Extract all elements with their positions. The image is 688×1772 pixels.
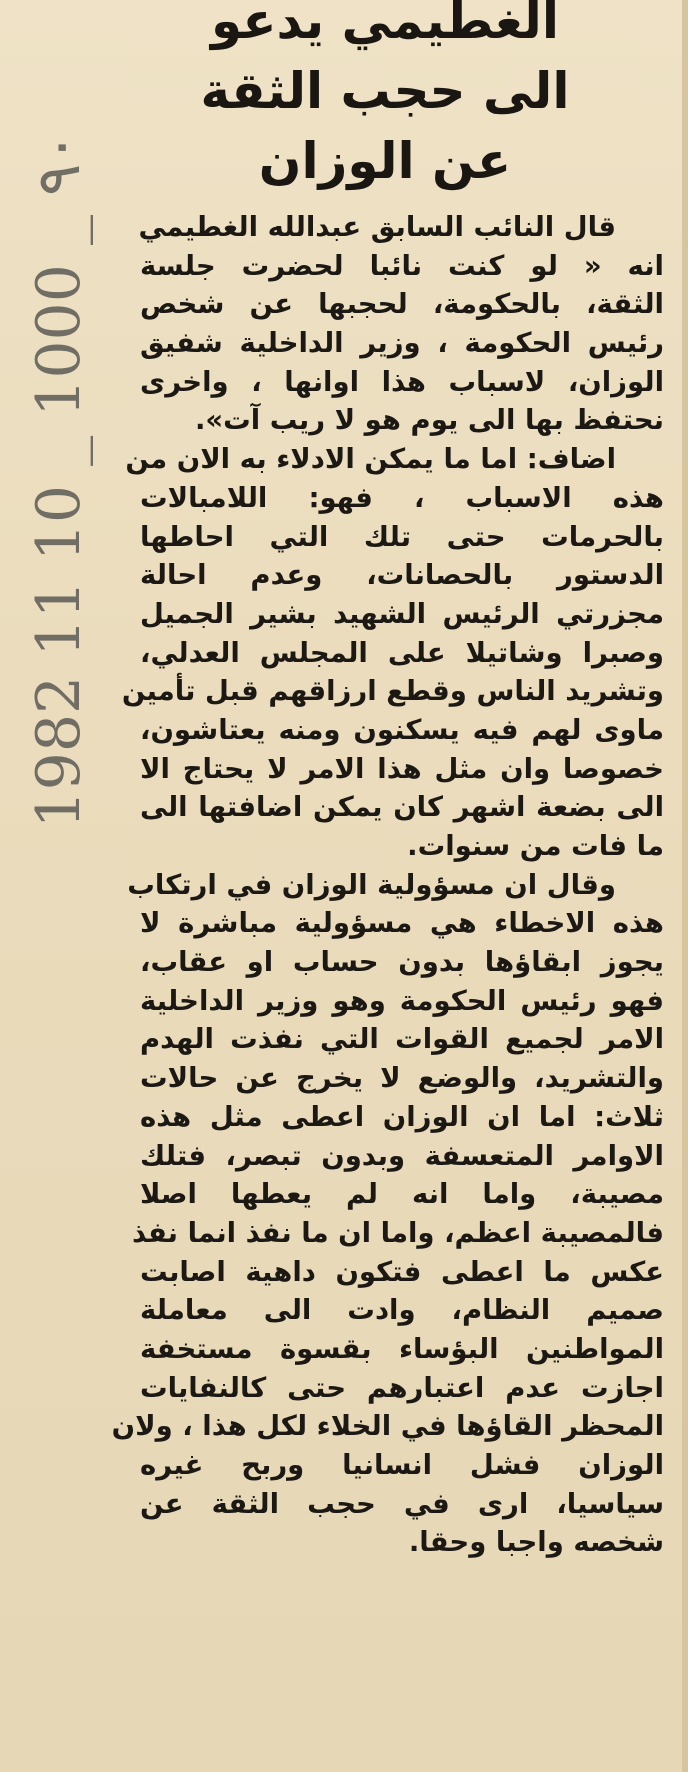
article-line: نحتفظ بها الى يوم هو لا ريب آت». [194,404,664,437]
article-line: وقال ان مسؤولية الوزان في ارتكاب [127,868,616,901]
headline-line-3: عن الوزان [258,132,512,190]
headline [150,0,620,196]
article-body [111,208,664,1562]
article-line: وتشريد الناس وقطع ارزاقهم قبل تأمين [121,675,664,708]
article-line: فهو رئيس الحكومة وهو وزير الداخلية [140,984,664,1017]
handwritten-date-note [4,131,114,829]
article-line: الدستور بالحصانات، وعدم احالة [140,559,664,592]
article-line: بالحرمات حتى تلك التي احاطها [140,520,664,553]
headline-line-1: الغطيمي يدعو [211,0,559,50]
article-line: الى بضعة اشهر كان يمكن اضافتها الى [140,791,664,824]
article-line: خصوصا وان مثل هذا الامر لا يحتاج الا [140,752,664,785]
article-line: اجازت عدم اعتبارهم حتى كالنفايات [140,1371,664,1404]
article-line: المحظر القاؤها في الخلاء لكل هذا ، ولان [111,1410,664,1443]
article-line: شخصه واجبا وحقا. [408,1526,664,1559]
article-line: الاوامر المتعسفة وبدون تبصر، فتلك [140,1139,664,1172]
article-line: الثقة، بالحكومة، لحجبها عن شخص [140,288,664,321]
article-line: يجوز ابقاؤها بدون حساب او عقاب، [140,946,664,979]
article-line: هذه الاخطاء هي مسؤولية مباشرة لا [140,907,664,940]
handwritten-date-text: 1982 11 10 _ 1000 _ ٩٠ [24,131,94,829]
article-line: رئيس الحكومة ، وزير الداخلية شفيق [140,327,664,360]
article-line: مجزرتي الرئيس الشهيد بشير الجميل [140,597,664,630]
article-line: فالمصيبة اعظم، واما ان ما نفذ انما نفذ [132,1216,664,1249]
article-line: قال النائب السابق عبدالله الغطيمي [138,211,616,243]
article-line: سياسيا، ارى في حجب الثقة عن [140,1487,664,1520]
article-line: ماوى لهم فيه يسكنون ومنه يعتاشون، [140,713,664,746]
paper-edge [682,0,688,1772]
article-line: وصبرا وشاتيلا على المجلس العدلي، [140,636,664,669]
article-line: عكس ما اعطى فتكون داهية اصابت [140,1255,664,1288]
article-line: مصيبة، واما انه لم يعطها اصلا [140,1178,664,1211]
article-line: الوزان فشل انسانيا وربح غيره [140,1449,664,1481]
article-line: الوزان، لاسباب هذا اوانها ، واخرى [140,365,664,398]
article-line: ما فات من سنوات. [407,830,664,862]
article-line: الامر لجميع القوات التي نفذت الهدم [140,1023,664,1056]
headline-line-2: الى حجب الثقة [200,62,570,120]
article-line: والتشريد، والوضع لا يخرج عن حالات [140,1062,664,1095]
article-line: انه « لو كنت نائبا لحضرت جلسة [140,249,664,282]
article-line: اضاف: اما ما يمكن الادلاء به الان من [125,443,616,476]
article-line: صميم النظام، وادت الى معاملة [140,1294,664,1327]
article-line: هذه الاسباب ، فهو: اللامبالات [140,481,664,514]
article-line: المواطنين البؤساء بقسوة مستخفة [140,1332,664,1365]
article-line: ثلاث: اما ان الوزان اعطى مثل هذه [140,1100,664,1133]
